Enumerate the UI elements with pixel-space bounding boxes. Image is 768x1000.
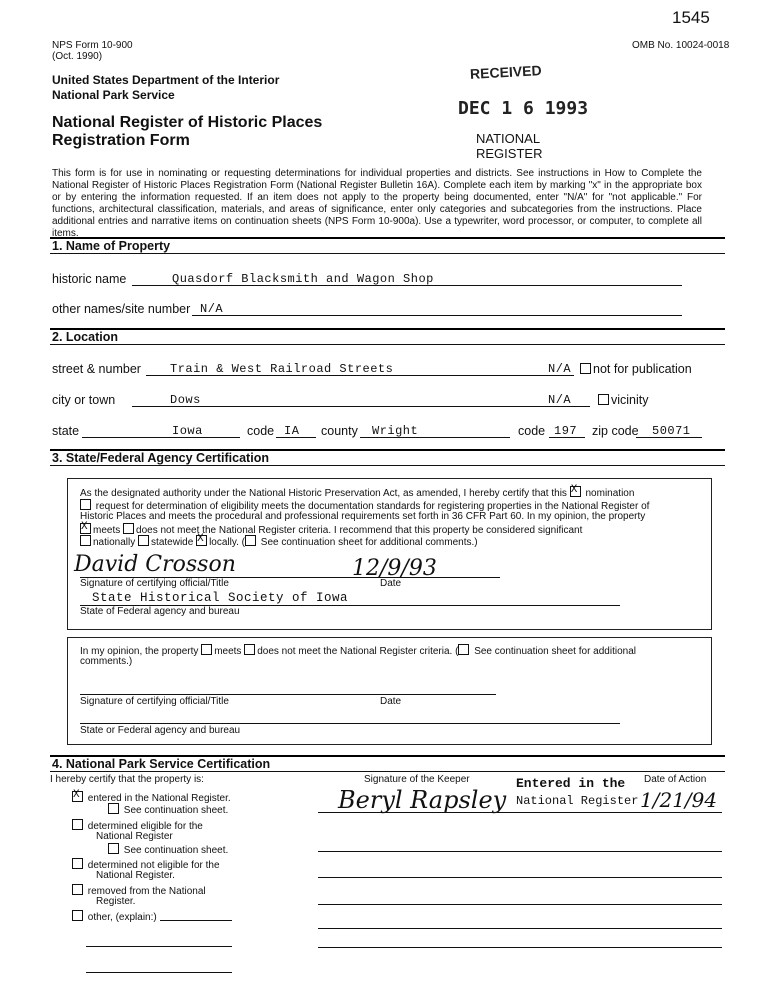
- entered-checkbox[interactable]: [72, 791, 83, 802]
- cert-line2: request for determination of eligibility meets the documentation standards for registering properties in the National Register of: [80, 499, 649, 513]
- vicinity-checkbox[interactable]: [598, 394, 609, 405]
- section1-heading: 1. Name of Property: [52, 239, 171, 253]
- zip-value: 50071: [652, 424, 691, 438]
- date2-label: Date: [380, 696, 402, 707]
- corner-number: 1545: [672, 8, 710, 27]
- certify-text: I hereby certify that the property is:: [50, 774, 204, 785]
- see-option-2[interactable]: See continuation sheet.: [108, 843, 228, 857]
- determined-option[interactable]: determined eligible for the: [72, 819, 203, 833]
- received-stamp: RECEIVED: [469, 62, 542, 82]
- op-see-checkbox[interactable]: [458, 644, 469, 655]
- op-meets-checkbox[interactable]: [201, 644, 212, 655]
- nr-text: National Register: [96, 831, 173, 842]
- stamp-line1: NATIONAL: [476, 131, 541, 146]
- other-checkbox[interactable]: [72, 910, 83, 921]
- opinion-line2: comments.): [80, 656, 133, 667]
- agency-label: State of Federal agency and bureau: [80, 606, 240, 617]
- street-value: Train & West Railroad Streets: [170, 362, 394, 376]
- section4-heading: 4. National Park Service Certification: [52, 757, 271, 771]
- statewide-checkbox[interactable]: [138, 535, 149, 546]
- signature-label: Signature of certifying official/Title: [80, 578, 229, 589]
- service: National Park Service: [52, 88, 175, 102]
- city-na: N/A: [548, 393, 572, 407]
- keeper-signature: Beryl Rapsley: [338, 786, 507, 814]
- county-label: county: [321, 424, 358, 438]
- code-label: code: [247, 424, 275, 438]
- certifying-date: 12/9/93: [352, 556, 437, 581]
- not-eligible-option[interactable]: determined not eligible for the: [72, 858, 220, 872]
- opinion-line1: In my opinion, the property meets does not meet the National Register criteria. ( See continuation sheet for additional: [80, 646, 636, 657]
- op-not-checkbox[interactable]: [244, 644, 255, 655]
- certifying-signature: David Crosson: [74, 552, 236, 577]
- see-continuation-checkbox[interactable]: [245, 535, 256, 546]
- action-label: Date of Action: [644, 774, 707, 785]
- form-id: NPS Form 10-900: [52, 40, 133, 51]
- nomination-checkbox[interactable]: [570, 486, 581, 497]
- title-line2: Registration Form: [52, 132, 190, 149]
- date-label: Date: [380, 578, 402, 589]
- determined-checkbox[interactable]: [72, 819, 83, 830]
- see-option-1[interactable]: See continuation sheet.: [108, 803, 228, 817]
- other-names-value: N/A: [200, 302, 224, 316]
- keeper-label: Signature of the Keeper: [364, 774, 470, 785]
- locally-checkbox[interactable]: [196, 535, 207, 546]
- entered-stamp-line1: Entered in the: [516, 776, 626, 791]
- county-value: Wright: [372, 424, 419, 438]
- street-na: N/A: [548, 362, 572, 376]
- received-date: DEC 1 6 1993: [458, 98, 589, 119]
- stamp-line2: REGISTER: [476, 146, 543, 161]
- city-label: city or town: [52, 393, 116, 407]
- cert-line5: nationally statewide X locally. ( See continuation sheet for additional comments.): [80, 535, 478, 549]
- removed-option[interactable]: removed from the National: [72, 884, 206, 898]
- state-label: state: [52, 424, 80, 438]
- other-names-label: other names/site number: [52, 302, 191, 316]
- cert-line4: Xmeets does not meet the National Register criteria. I recommend that this property be considered significant: [80, 523, 582, 537]
- zip-label: zip code: [592, 424, 639, 438]
- entered-stamp-line2: National Register: [516, 794, 639, 808]
- historic-name-value: Quasdorf Blacksmith and Wagon Shop: [172, 272, 434, 286]
- cert-line1: As the designated authority under the National Historic Preservation Act, as amended, I hereby certify that this X nomination: [80, 486, 634, 500]
- not-for-publication-checkbox[interactable]: [580, 363, 591, 374]
- city-value: Dows: [170, 393, 201, 407]
- see1-checkbox[interactable]: [108, 803, 119, 814]
- not-eligible-checkbox[interactable]: [72, 858, 83, 869]
- other-option[interactable]: other, (explain:): [72, 910, 157, 924]
- code-value: IA: [284, 424, 300, 438]
- entered-option[interactable]: X entered in the National Register.: [72, 791, 231, 805]
- agency-value: State Historical Society of Iowa: [92, 591, 349, 605]
- omb-number: OMB No. 10024-0018: [632, 40, 730, 51]
- state-value: Iowa: [172, 424, 203, 438]
- department: United States Department of the Interior: [52, 73, 280, 87]
- request-checkbox[interactable]: [80, 499, 91, 510]
- not-for-publication[interactable]: not for publication: [580, 362, 692, 376]
- see2-checkbox[interactable]: [108, 843, 119, 854]
- register-text: Register.: [96, 896, 136, 907]
- nr2-text: National Register.: [96, 870, 175, 881]
- nationally-checkbox[interactable]: [80, 535, 91, 546]
- historic-name-label: historic name: [52, 272, 127, 286]
- title-line1: National Register of Historic Places: [52, 114, 323, 131]
- not-meet-checkbox[interactable]: [123, 523, 134, 534]
- code2-value: 197: [554, 424, 578, 438]
- street-label: street & number: [52, 362, 141, 376]
- action-date: 1/21/94: [640, 788, 718, 812]
- section2-heading: 2. Location: [52, 330, 118, 344]
- signature2-label: Signature of certifying official/Title: [80, 696, 229, 707]
- vicinity[interactable]: vicinity: [598, 393, 649, 407]
- meets-checkbox[interactable]: [80, 523, 91, 534]
- agency2-label: State or Federal agency and bureau: [80, 725, 241, 736]
- intro-text: This form is for use in nominating or requesting determinations for individual properties and districts. See instructions in How to Complete the National Register of Historic Places Registration Form (National Register Bulletin 16A). Complete each item by marking "x" in the appropriate box or by entering the information requested. If an item does not apply to the property being documented, enter "N/A" for "not applicable." For functions, architectural classification, materials, and areas of significance, enter only categories and subcategories from the instructions. Place additional entries and narrative items on continuation sheets (NPS Form 10-900a). Use a typewriter, word processor, or computer, to complete all items.: [52, 168, 702, 239]
- section3-heading: 3. State/Federal Agency Certification: [52, 451, 269, 465]
- cert-line3: Historic Places and meets the procedural and professional requirements set forth in 36 CFR Part 60. In my opinion, the property: [80, 511, 646, 522]
- form-date: (Oct. 1990): [52, 51, 103, 62]
- code2-label: code: [518, 424, 546, 438]
- removed-checkbox[interactable]: [72, 884, 83, 895]
